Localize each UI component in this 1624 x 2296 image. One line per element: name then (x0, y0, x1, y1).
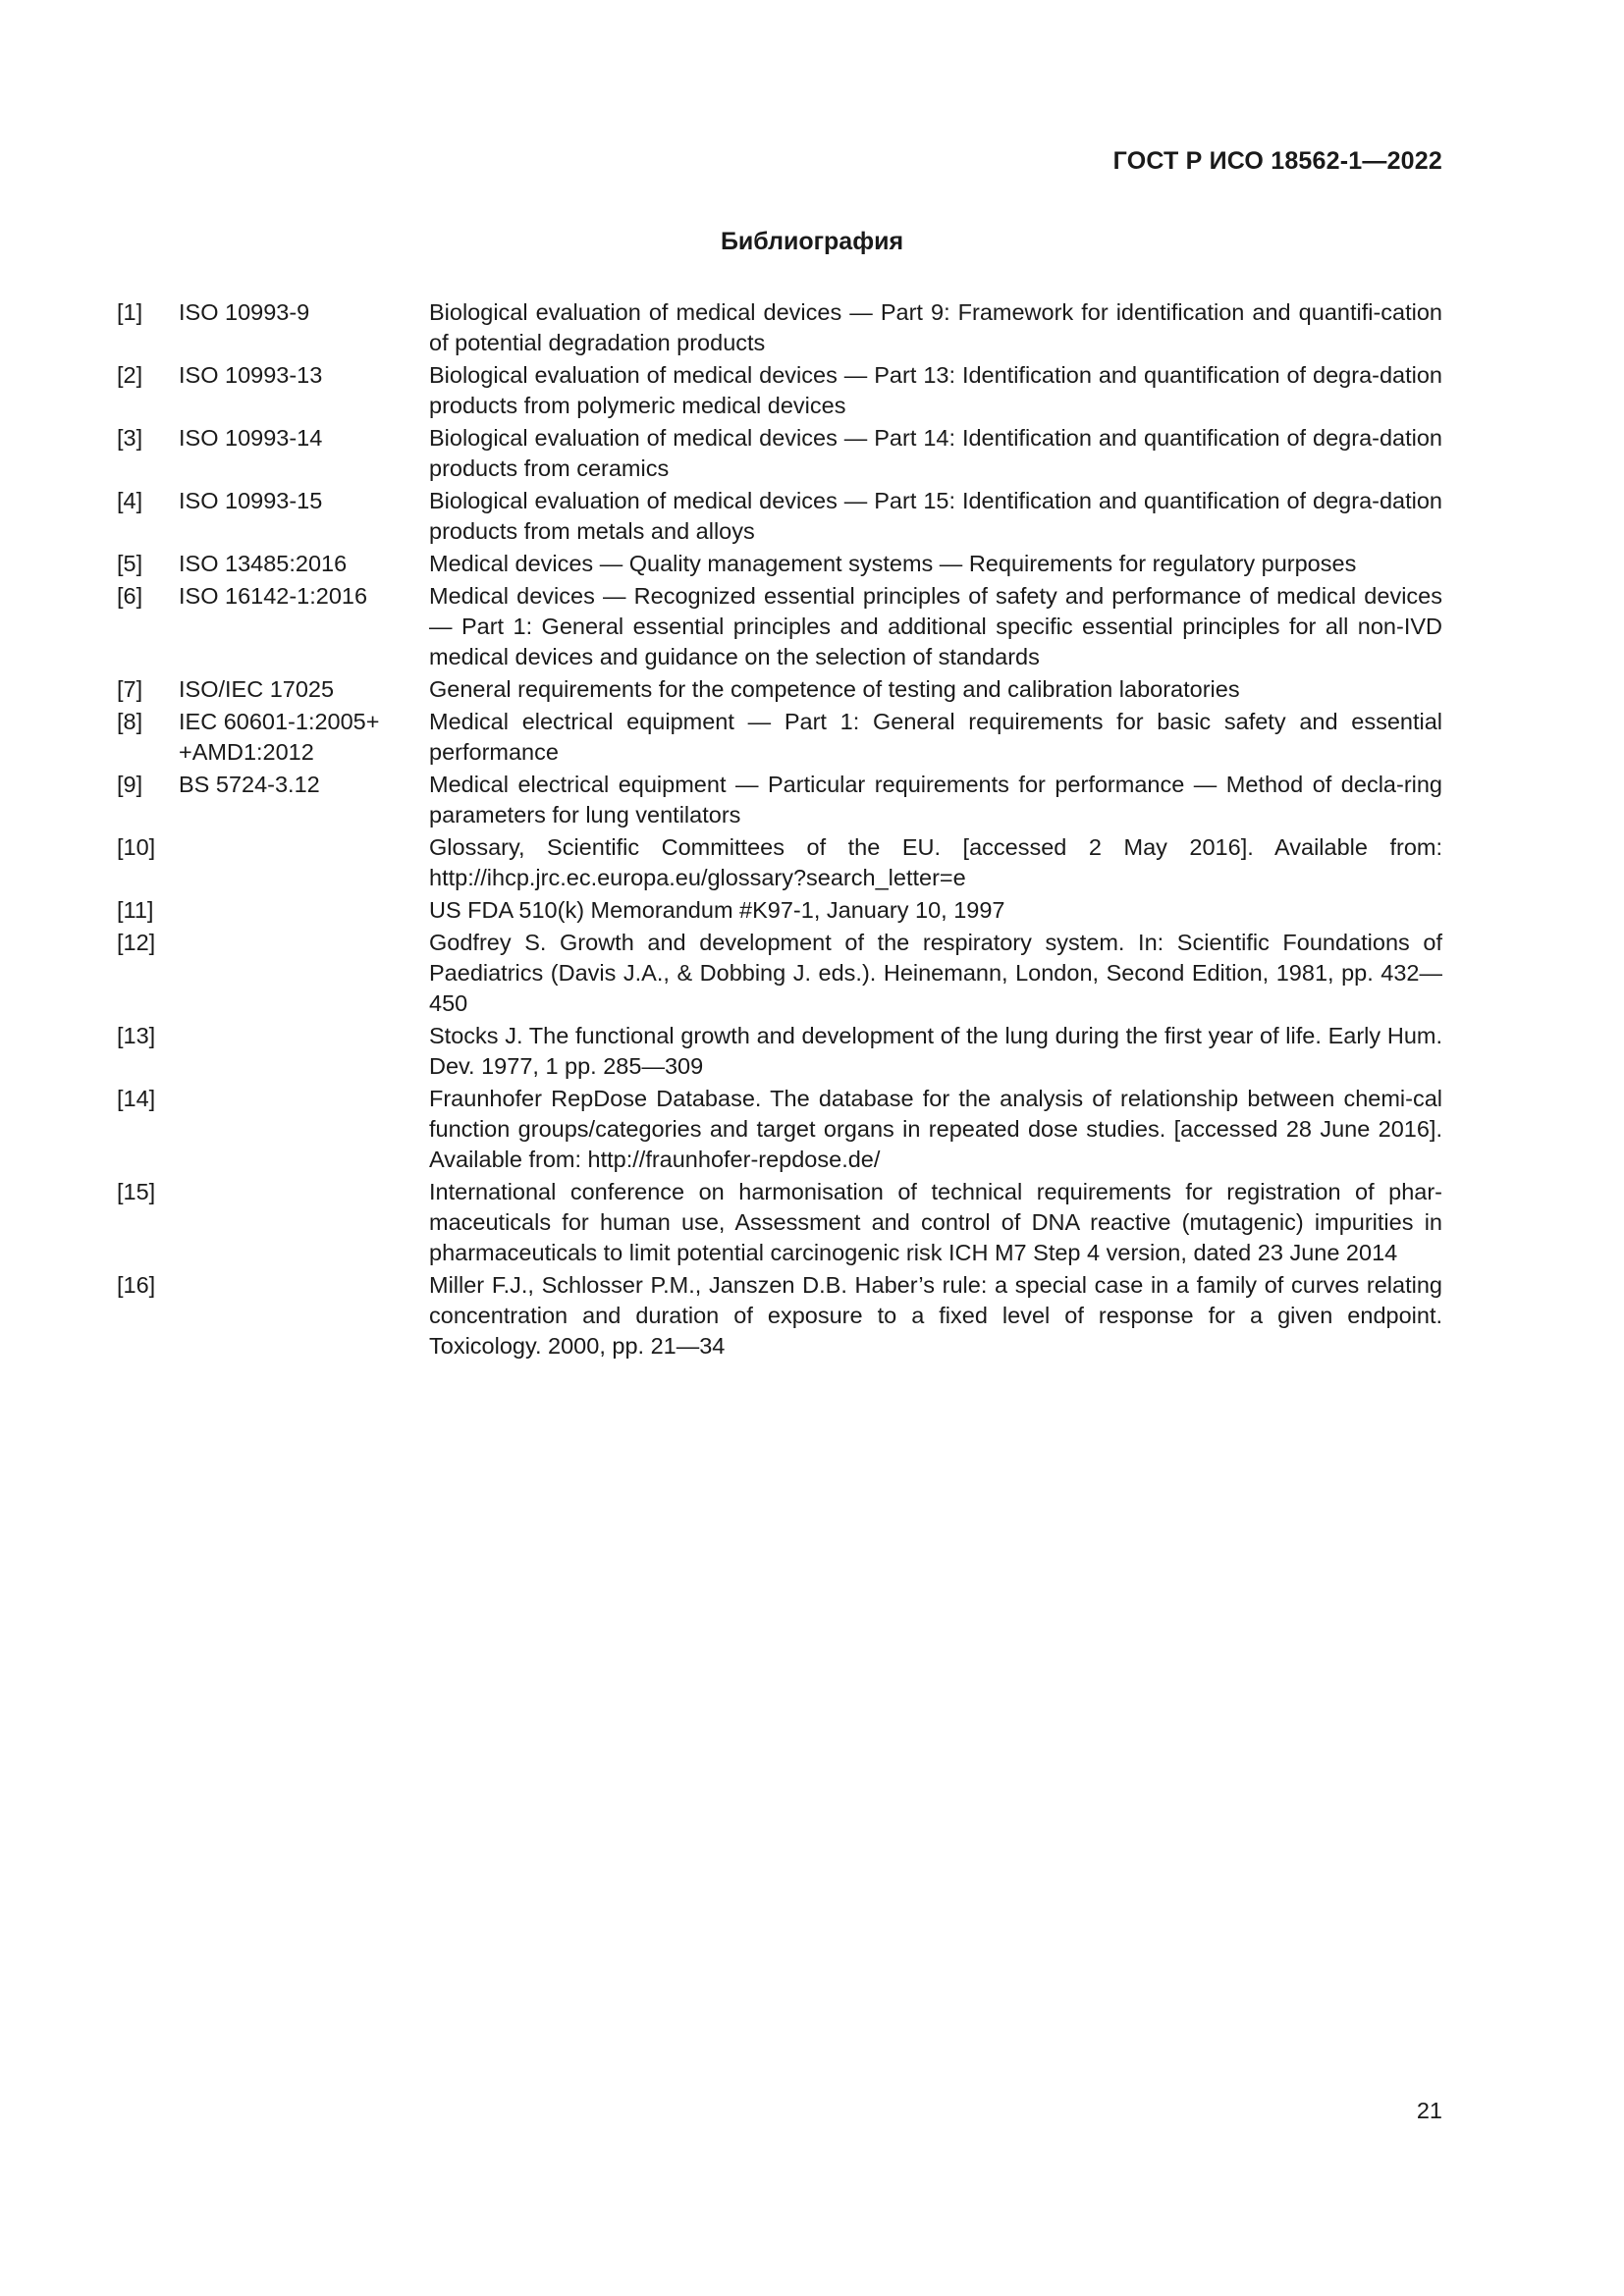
entry-text: General requirements for the competence of testing and calibration laboratories (429, 676, 1240, 702)
entry-number: [10] (117, 834, 156, 860)
bibliography-entry (117, 1084, 1442, 1175)
entry-text: International conference on harmonisation of technical requirements for registration of phar-maceuticals for human use, Assessment and control of DNA reactive (mutagenic) impurities in pharmaceuticals to limit potential carcinogenic risk ICH M7 Step 4 version, dated 23 June 2014 (429, 1179, 1442, 1265)
bibliography-entry (117, 1177, 1442, 1268)
entry-number: [4] (117, 488, 143, 513)
bibliography-entry (117, 1021, 1442, 1082)
bibliography-entry (117, 486, 1442, 547)
entry-number: [13] (117, 1023, 156, 1048)
entry-standard-code: ISO 10993-9 (179, 299, 310, 325)
entry-standard-code (179, 1084, 429, 1175)
entry-standard-code (179, 832, 429, 893)
entry-standard-code (179, 1021, 429, 1082)
entry-text: Biological evaluation of medical devices — Part 14: Identification and quantification of degra-dation products from ceramics (429, 425, 1442, 481)
entry-text: Medical devices — Quality management systems — Requirements for regulatory purposes (429, 551, 1357, 576)
entry-text: Biological evaluation of medical devices — Part 9: Framework for identification and quantifi-cation of potential degradation products (429, 299, 1442, 355)
entry-text: Medical electrical equipment — Part 1: General requirements for basic safety and essential performance (429, 709, 1442, 765)
entry-text: Miller F.J., Schlosser P.M., Janszen D.B. Haber’s rule: a special case in a family of curves relating concentration and duration of exposure to a fixed level of response for a given endpoint. Toxicology. 2000, pp. 21—34 (429, 1272, 1442, 1359)
bibliography-entry (117, 549, 1442, 579)
entry-standard-code (179, 1270, 429, 1362)
entry-text: US FDA 510(k) Memorandum #K97-1, January 10, 1997 (429, 897, 1005, 923)
entry-number: [8] (117, 709, 143, 734)
entry-text: Fraunhofer RepDose Database. The database for the analysis of relationship between chemi-cal function groups/categories and target organs in repeated dose studies. [accessed 28 June 2016]. Available from: http://fraunhofer-repdose.de/ (429, 1086, 1442, 1172)
bibliography-entry (117, 707, 1442, 768)
bibliography-entry (117, 674, 1442, 705)
entry-number: [7] (117, 676, 143, 702)
bibliography-entry (117, 895, 1442, 926)
entry-number: [11] (117, 897, 154, 923)
entry-text: Godfrey S. Growth and development of the respiratory system. In: Scientific Foundations of Paediatrics (Davis J.A., & Dobbing J. eds.). Heinemann, London, Second Edition, 1981, pp. 432—450 (429, 930, 1442, 1016)
bibliography-title: Библиография (720, 228, 904, 255)
entry-number: [14] (117, 1086, 156, 1111)
bibliography-entry (117, 770, 1442, 830)
entry-standard-code: BS 5724-3.12 (179, 772, 320, 797)
bibliography-list (117, 297, 1442, 1363)
entry-number: [16] (117, 1272, 156, 1298)
bibliography-entry (117, 832, 1442, 893)
entry-standard-code: IEC 60601-1:2005+ +AMD1:2012 (179, 709, 380, 765)
bibliography-entry (117, 1270, 1442, 1362)
entry-number: [15] (117, 1179, 156, 1204)
entry-standard-code (179, 928, 429, 1019)
entry-text: Biological evaluation of medical devices — Part 15: Identification and quantification of degra-dation products from metals and alloys (429, 488, 1442, 544)
entry-standard-code (179, 895, 429, 926)
entry-text: Glossary, Scientific Committees of the EU. [accessed 2 May 2016]. Available from: http://ihcp.jrc.ec.europa.eu/glossary?search_letter=e (429, 834, 1442, 890)
page-number: 21 (1416, 2098, 1442, 2123)
entry-number: [9] (117, 772, 143, 797)
entry-standard-code: ISO 16142-1:2016 (179, 583, 368, 609)
entry-standard-code: ISO 10993-13 (179, 362, 323, 388)
entry-standard-code: ISO 10993-14 (179, 425, 323, 451)
entry-number: [6] (117, 583, 143, 609)
entry-text: Stocks J. The functional growth and development of the lung during the first year of life. Early Hum. Dev. 1977, 1 pp. 285—309 (429, 1023, 1442, 1079)
bibliography-entry (117, 360, 1442, 421)
entry-number: [12] (117, 930, 156, 955)
entry-number: [2] (117, 362, 143, 388)
entry-standard-code: ISO/IEC 17025 (179, 676, 335, 702)
bibliography-entry (117, 297, 1442, 358)
entry-number: [3] (117, 425, 143, 451)
entry-text: Medical devices — Recognized essential principles of safety and performance of medical devices — Part 1: General essential principles and additional specific essential principles for all non-IVD medical devices and guidance on the selection of standards (429, 583, 1442, 669)
entry-text: Biological evaluation of medical devices — Part 13: Identification and quantification of degra-dation products from polymeric medical devices (429, 362, 1442, 418)
entry-standard-code: ISO 10993-15 (179, 488, 323, 513)
bibliography-entry (117, 423, 1442, 484)
entry-number: [5] (117, 551, 143, 576)
bibliography-entry (117, 581, 1442, 672)
bibliography-entry (117, 928, 1442, 1019)
entry-text: Medical electrical equipment — Particular requirements for performance — Method of decla-ring parameters for lung ventilators (429, 772, 1442, 828)
entry-number: [1] (117, 299, 143, 325)
entry-standard-code (179, 1177, 429, 1268)
document-header-code: ГОСТ Р ИСО 18562-1—2022 (1112, 147, 1442, 175)
entry-standard-code: ISO 13485:2016 (179, 551, 348, 576)
